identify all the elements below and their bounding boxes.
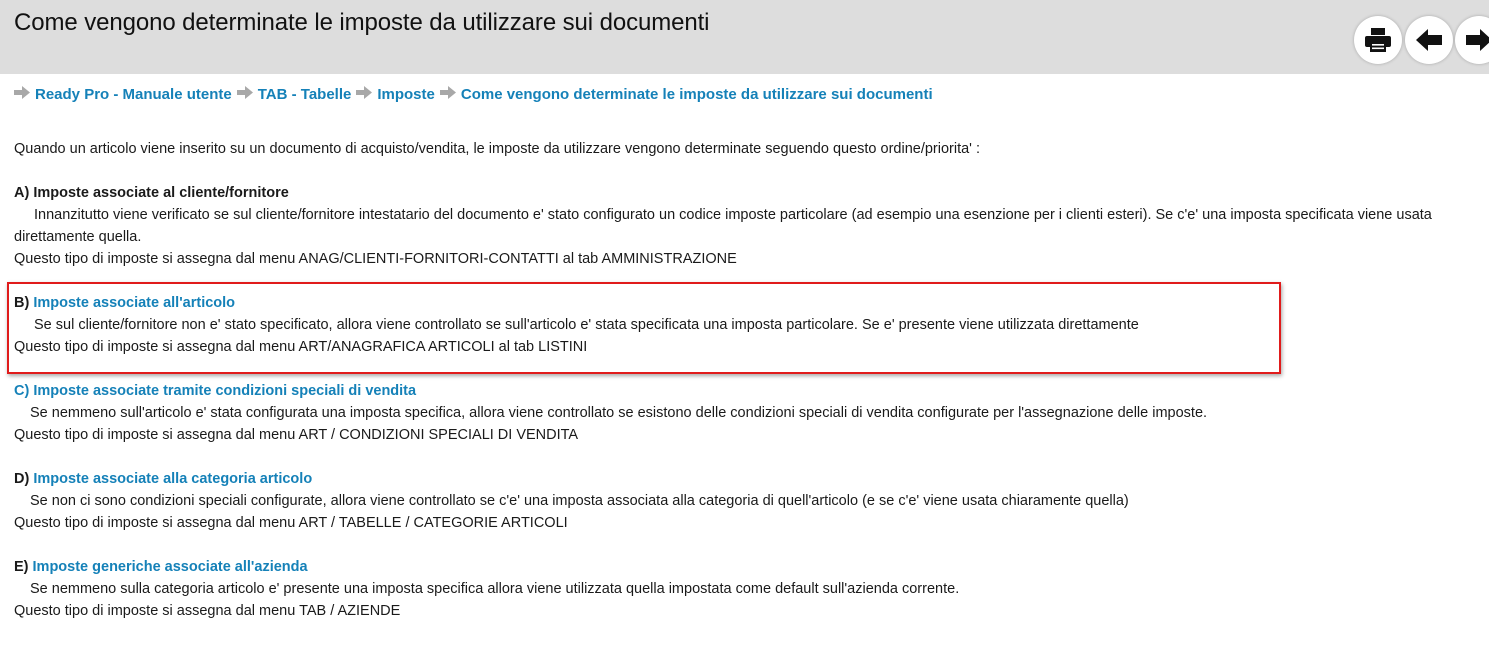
section-e-description: Se nemmeno sulla categoria articolo e' presente una imposta specifica allora viene utilizzata quella impostata come default sull'azienda corrente. (30, 581, 960, 597)
section-d-heading: D) Imposte associate alla categoria articolo (14, 471, 313, 487)
section-c-heading (14, 380, 1474, 402)
section-d-link[interactable]: Imposte associate alla categoria articolo (33, 471, 313, 487)
print-button[interactable] (1354, 16, 1402, 64)
arrow-right-icon (1465, 28, 1489, 52)
article-body (14, 138, 1474, 622)
section-a-menu: Questo tipo di imposte si assegna dal menu ANAG/CLIENTI-FORNITORI-CONTATTI al tab AMMINISTRAZIONE (14, 251, 737, 267)
section-a-description: Innanzitutto viene verificato se sul cliente/fornitore intestatario del documento e' stato configurato un codice imposte particolare (ad esempio una esenzione per i clienti esteri). Se c'e' una imposta specificata viene usata direttamente quella. (14, 207, 1432, 245)
page-title: Come vengono determinate le imposte da utilizzare sui documenti (14, 9, 710, 36)
breadcrumb-link-imposte[interactable]: Imposte (377, 86, 435, 103)
breadcrumb-link-tabelle[interactable]: TAB - Tabelle (257, 86, 352, 103)
arrow-left-icon (1415, 28, 1443, 52)
page-header (0, 0, 1489, 74)
breadcrumb-link-current[interactable]: Come vengono determinate le imposte da utilizzare sui documenti (460, 86, 933, 103)
printer-icon (1364, 27, 1392, 53)
breadcrumb-arrow-icon (440, 86, 456, 103)
section-b-link[interactable]: Imposte associate all'articolo (33, 295, 236, 311)
breadcrumb (14, 86, 933, 103)
section-a-heading: A) Imposte associate al cliente/fornitore (14, 185, 289, 201)
section-b-menu: Questo tipo di imposte si assegna dal menu ART/ANAGRAFICA ARTICOLI al tab LISTINI (14, 339, 588, 355)
section-e-heading: E) Imposte generiche associate all'azienda (14, 559, 308, 575)
section-b-heading: B) Imposte associate all'articolo (14, 295, 236, 311)
breadcrumb-link-manual[interactable]: Ready Pro - Manuale utente (35, 86, 232, 103)
section-e-link[interactable]: Imposte generiche associate all'azienda (32, 559, 308, 575)
section-d-menu: Questo tipo di imposte si assegna dal menu ART / TABELLE / CATEGORIE ARTICOLI (14, 515, 568, 531)
intro-text: Quando un articolo viene inserito su un documento di acquisto/vendita, le imposte da utilizzare vengono determinate seguendo questo ordine/priorita' : (14, 141, 981, 157)
breadcrumb-arrow-icon (237, 86, 253, 103)
section-b-description: Se sul cliente/fornitore non e' stato specificato, allora viene controllato se sull'articolo e' stata specificata una imposta particolare. Se e' presente viene utilizzata direttamente (34, 317, 1139, 333)
section-c-menu: Questo tipo di imposte si assegna dal menu ART / CONDIZIONI SPECIALI DI VENDITA (14, 427, 579, 443)
section-c-description: Se nemmeno sull'articolo e' stata configurata una imposta specifica, allora viene controllato se esistono delle condizioni speciali di vendita configurate per l'assegnazione delle imposte. (30, 405, 1208, 421)
section-e-menu: Questo tipo di imposte si assegna dal menu TAB / AZIENDE (14, 603, 401, 619)
breadcrumb-arrow-icon (356, 86, 372, 103)
back-button[interactable] (1405, 16, 1453, 64)
section-c-link[interactable]: C) Imposte associate tramite condizioni speciali di vendita (14, 383, 417, 399)
section-d-description: Se non ci sono condizioni speciali configurate, allora viene controllato se c'e' una imposta associata alla categoria di quell'articolo (e se c'e' viene usata chiaramente quella) (30, 493, 1129, 509)
breadcrumb-arrow-icon (14, 86, 30, 103)
forward-button[interactable] (1455, 16, 1489, 64)
